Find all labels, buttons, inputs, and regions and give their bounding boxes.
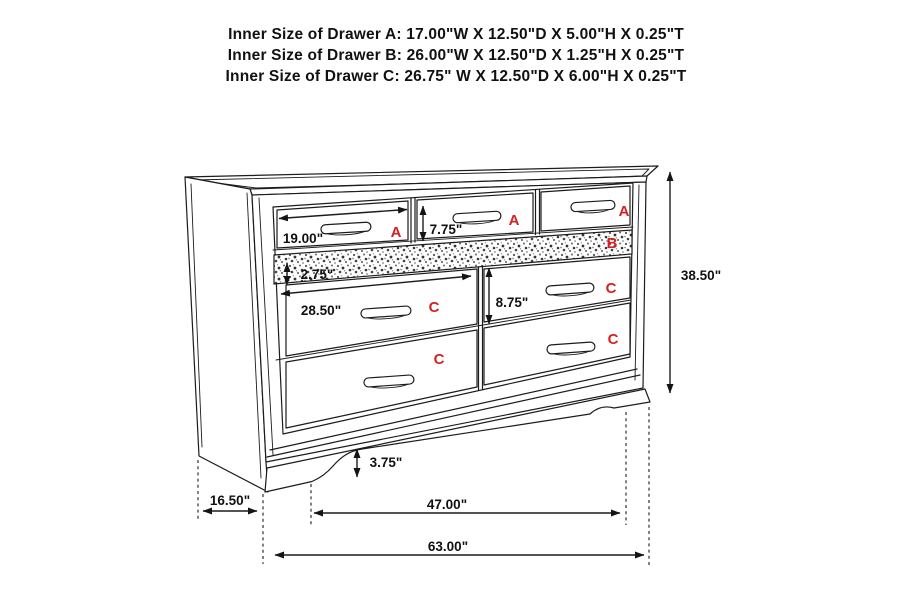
dim-label-feet-span: 47.00" — [426, 497, 468, 512]
drawer-c-left-bottom-label: C — [433, 351, 445, 368]
dim-label-overall-width: 63.00" — [427, 539, 469, 554]
drawer-c-right-bottom-label: C — [607, 331, 619, 348]
drawer-a-size-line: Inner Size of Drawer A: 17.00"W X 12.50"D X 5.00"H X 0.25"T — [228, 26, 684, 43]
drawer-c-left-top-label: C — [428, 299, 440, 316]
drawer-c-right-top-label: C — [605, 280, 617, 297]
drawer-b-label: B — [606, 235, 618, 252]
dresser-illustration — [185, 166, 658, 492]
dim-label-drawer-a-height: 7.75" — [429, 222, 463, 237]
dim-label-drawer-c-height: 8.75" — [495, 295, 529, 310]
dim-label-depth: 16.50" — [209, 493, 251, 508]
dim-label-strip-b-height: 2.75" — [300, 267, 334, 282]
drawer-a3-label: A — [618, 203, 630, 220]
dim-label-drawer-c-width: 28.50" — [300, 303, 342, 318]
dim-label-base-height: 3.75" — [369, 455, 403, 470]
drawer-a2-label: A — [508, 212, 520, 229]
drawer-a1-label: A — [390, 224, 402, 241]
drawer-b-size-line: Inner Size of Drawer B: 26.00"W X 12.50"D X 1.25"H X 0.25"T — [227, 47, 685, 64]
dim-label-overall-height: 38.50" — [680, 268, 722, 283]
dim-label-drawer-a-width: 19.00" — [282, 231, 324, 246]
drawer-c-size-line: Inner Size of Drawer C: 26.75" W X 12.50"D X 6.00"H X 0.25"T — [225, 68, 687, 85]
